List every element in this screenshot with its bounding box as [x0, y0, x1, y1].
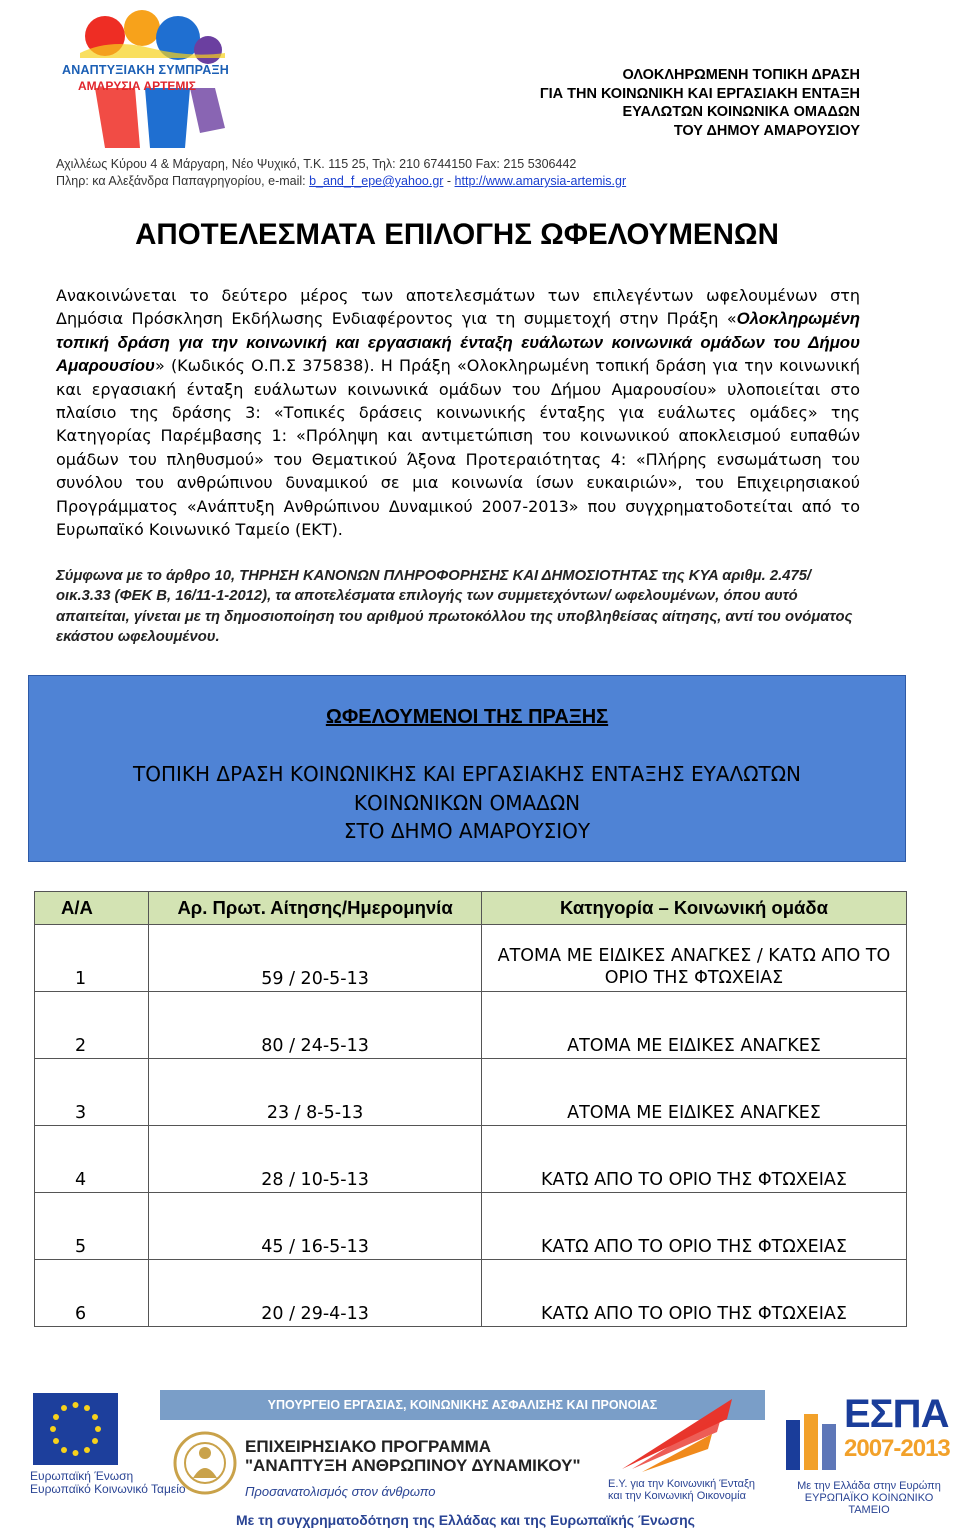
project-name: Ολοκληρωμένη τοπική δράση για την κοινωνική και εργασιακή ένταξη ευάλωτων κοινωνικά ομάδων του Δήμου Αμαρουσίου: [56, 309, 860, 376]
footer-logos: [0, 1380, 960, 1532]
table-header-row: [35, 892, 907, 925]
banner-subtitle-line: ΚΟΙΝΩΝΙΚΩΝ ΟΜΑΔΩΝ: [353, 790, 581, 815]
page-title: ΑΠΟΤΕΛΕΣΜΑΤΑ ΕΠΙΛΟΓΗΣ ΩΦΕΛΟΥΜΕΝΩΝ: [135, 218, 779, 251]
cell-protocol: 80 / 24-5-13: [149, 992, 482, 1059]
legal-note: Σύμφωνα με το άρθρο 10, ΤΗΡΗΣΗ ΚΑΝΟΝΩΝ ΠΛΗΡΟΦΟΡΗΣΗΣ ΚΑΙ ΔΗΜΟΣΙΟΤΗΤΑΣ της ΚΥΑ αριθμ. 2.475/οικ.3.33 (ΦΕΚ Β, 16/11-1-2012), τα αποτελέσματα επιλογής των συμμετεχόντων/ ωφελουμένων, όπου αυτό απαιτείται, γίνεται με τη δημοσιοποίηση του αριθμού πρωτοκόλλου της υποβληθείσας αίτησης, αντί του ονόματος εκάστου ωφελουμένου.: [56, 568, 853, 646]
contact-prefix: Πληρ: κα Αλεξάνδρα Παπαγρηγορίου, e-mail:: [56, 174, 310, 188]
announcement-paragraph: [56, 284, 860, 541]
banner-subtitle: [0, 760, 934, 846]
beneficiaries-table: [34, 891, 907, 1327]
header-title-line: ΕΥΑΛΩΤΩΝ ΚΟΙΝΩΝΙΚΑ ΟΜΑΔΩΝ: [622, 104, 860, 120]
column-header-aa: Α/Α: [35, 892, 149, 925]
cell-protocol: 28 / 10-5-13: [149, 1126, 482, 1193]
programme-name-line: "ΑΝΑΠΤΥΞΗ ΑΝΘΡΩΠΙΝΟΥ ΔΥΝΑΜΙΚΟΥ": [245, 1456, 581, 1475]
cofunding-statement: Με τη συγχρηματοδότηση της Ελλάδας και της Ευρωπαϊκής Ένωσης: [236, 1512, 695, 1528]
banner-subtitle-line: ΣΤΟ ΔΗΜΟ ΑΜΑΡΟΥΣΙΟΥ: [343, 819, 591, 843]
cell-category: ΑΤΟΜΑ ΜΕ ΕΙΔΙΚΕΣ ΑΝΑΓΚΕΣ: [481, 992, 906, 1059]
eu-caption-line: Ευρωπαϊκή Ένωση: [30, 1469, 134, 1483]
social-inclusion-caption-line: και την Κοινωνική Οικονομία: [608, 1490, 746, 1502]
espa-caption: [784, 1480, 954, 1516]
category-line: ΑΤΟΜΑ ΜΕ ΕΙΔΙΚΕΣ ΑΝΑΓΚΕΣ / ΚΑΤΩ ΑΠΟ ΤΟ: [497, 946, 891, 966]
programme-emblem-icon: [170, 1428, 240, 1498]
address: Αχιλλέως Κύρου 4 & Μάρyαρη, Νέο Ψυχικό, Τ.Κ. 115 25, Τηλ: 210 6744150 Fax: 215 5306442: [56, 157, 577, 171]
banner-subtitle-line: ΤΟΠΙΚΗ ΔΡΑΣΗ ΚΟΙΝΩΝΙΚΗΣ ΚΑΙ ΕΡΓΑΣΙΑΚΗΣ ΕΝΤΑΞΗΣ ΕΥΑΛΩΤΩΝ: [133, 762, 801, 786]
website-link[interactable]: http://www.amarysia-artemis.gr: [454, 174, 627, 188]
header-title-line: ΤΟΥ ΔΗΜΟΥ ΑΜΑΡΟΥΣΙΟΥ: [673, 122, 860, 139]
cell-aa: 2: [35, 992, 149, 1059]
table-row: [35, 1126, 907, 1193]
cell-aa: 5: [35, 1193, 149, 1260]
link-separator: -: [443, 174, 455, 188]
social-inclusion-caption: [608, 1478, 755, 1502]
programme-name-line: ΕΠΙΧΕΙΡΗΣΙΑΚΟ ΠΡΟΓΡΑΜΜΑ: [245, 1437, 492, 1456]
table-row: [35, 1059, 907, 1126]
logo-line2: ΑΜΑΡΥΣΙΑ ΑΡΤΕΜΙΣ: [78, 79, 196, 93]
eu-caption: [30, 1470, 186, 1496]
table-row: [35, 1193, 907, 1260]
social-inclusion-caption-line: Ε.Υ. για την Κοινωνική Ένταξη: [608, 1478, 756, 1490]
logo: [50, 8, 250, 148]
cell-category: ΚΑΤΩ ΑΠΟ ΤΟ ΟΡΙΟ ΤΗΣ ΦΤΩΧΕΙΑΣ: [481, 1126, 906, 1193]
eu-caption-line: Ευρωπαϊκό Κοινωνικό Ταμείο: [30, 1482, 186, 1496]
cell-category: ΑΤΟΜΑ ΜΕ ΕΙΔΙΚΕΣ ΑΝΑΓΚΕΣ: [481, 1059, 906, 1126]
cell-category: ΚΑΤΩ ΑΠΟ ΤΟ ΟΡΙΟ ΤΗΣ ΦΤΩΧΕΙΑΣ: [481, 1193, 906, 1260]
cell-category: [481, 925, 906, 992]
cell-aa: 1: [35, 925, 149, 992]
espa-figures-icon: [784, 1410, 838, 1474]
espa-logo: ΕΣΠΑ: [844, 1392, 949, 1436]
header-title: [540, 66, 860, 140]
espa-caption-line: Με την Ελλάδα στην Ευρώπη: [797, 1480, 941, 1492]
social-inclusion-logo-icon: [612, 1394, 742, 1476]
logo-line1: ΑΝΑΠΤΥΞΙΑΚΗ ΣΥΜΠΡΑΞΗ: [62, 63, 229, 77]
espa-years: 2007-2013: [844, 1435, 950, 1462]
cell-protocol: 45 / 16-5-13: [149, 1193, 482, 1260]
programme-tagline: Προσανατολισμός στον άνθρωπο: [245, 1484, 436, 1499]
header-title-line: ΓΙΑ ΤΗΝ ΚΟΙΝΩΝΙΚΗ ΚΑΙ ΕΡΓΑΣΙΑΚΗ ΕΝΤΑΞΗ: [539, 85, 860, 102]
eu-stars-icon: [33, 1393, 118, 1465]
cell-aa: 3: [35, 1059, 149, 1126]
paragraph-intro: Ανακοινώνεται το δεύτερο μέρος των αποτελεσμάτων των επιλεγέντων ωφελουμένων στη Δημόσια Πρόσκληση Εκδήλωσης Ενδιαφέροντος για τη συμμετοχή στην Πράξη «: [56, 286, 860, 329]
cell-protocol: 20 / 29-4-13: [149, 1260, 482, 1327]
category-line: ΟΡΙΟ ΤΗΣ ΦΤΩΧΕΙΑΣ: [604, 968, 784, 988]
column-header-protocol: Αρ. Πρωτ. Αίτησης/Ημερομηνία: [149, 892, 482, 925]
email-link[interactable]: b_and_f_epe@yahoo.gr: [309, 174, 444, 188]
banner-title: ΩΦΕΛΟΥΜΕΝΟΙ ΤΗΣ ΠΡΑΞΗΣ: [325, 706, 609, 728]
cell-aa: 6: [35, 1260, 149, 1327]
table-row: [35, 1260, 907, 1327]
paragraph-rest: » (Κωδικός Ο.Π.Σ 375838). Η Πράξη «Ολοκληρωμένη τοπική δράση για την κοινωνική και εργασιακή ένταξη ευάλωτων κοινωνικά ομάδων του Δήμου Αμαρουσίου» υλοποιείται στο πλαίσιο της δράσης 3: «Τοπικές δράσεις κοινωνικής ένταξης για ευάλωτες ομάδες» της Κατηγορίας Παρέμβασης 1: «Πρόληψη και αντιμετώπιση του κοινωνικού αποκλεισμού ευπαθών ομάδων του πληθυσμού» του Θεματικού Άξονα Προτεραιότητας 4: «Πλήρης ενσωμάτωση του συνόλου του ανθρώπινου δυναμικού σε μια κοινωνία ίσων ευκαιριών», του Επιχειρησιακού Προγράμματος «Ανάπτυξη Ανθρώπινου Δυναμικού 2007-2013» που συγχρηματοδοτείται από το Ευρωπαϊκό Κοινωνικό Ταμείο (ΕΚΤ).: [56, 356, 860, 540]
column-header-category: Κατηγορία – Κοινωνική ομάδα: [481, 892, 906, 925]
cell-aa: 4: [35, 1126, 149, 1193]
table-row: [35, 925, 907, 992]
contact-info: [56, 156, 626, 190]
cell-category: ΚΑΤΩ ΑΠΟ ΤΟ ΟΡΙΟ ΤΗΣ ΦΤΩΧΕΙΑΣ: [481, 1260, 906, 1327]
eu-flag-icon: [33, 1393, 118, 1465]
table-row: [35, 992, 907, 1059]
cell-protocol: 59 / 20-5-13: [149, 925, 482, 992]
espa-caption-line: ΕΥΡΩΠΑΪΚΟ ΚΟΙΝΩΝΙΚΟ ΤΑΜΕΙΟ: [804, 1492, 934, 1516]
ministry-banner: ΥΠΟΥΡΓΕΙΟ ΕΡΓΑΣΙΑΣ, ΚΟΙΝΩΝΙΚΗΣ ΑΣΦΑΛΙΣΗΣ ΚΑΙ ΠΡΟΝΟΙΑΣ: [160, 1390, 765, 1420]
cell-protocol: 23 / 8-5-13: [149, 1059, 482, 1126]
logo-graphic: [50, 8, 250, 148]
programme-name: [245, 1437, 581, 1475]
header-title-line: ΟΛΟΚΛΗΡΩΜΕΝΗ ΤΟΠΙΚΗ ΔΡΑΣΗ: [622, 67, 860, 83]
contact-line: [56, 173, 626, 190]
